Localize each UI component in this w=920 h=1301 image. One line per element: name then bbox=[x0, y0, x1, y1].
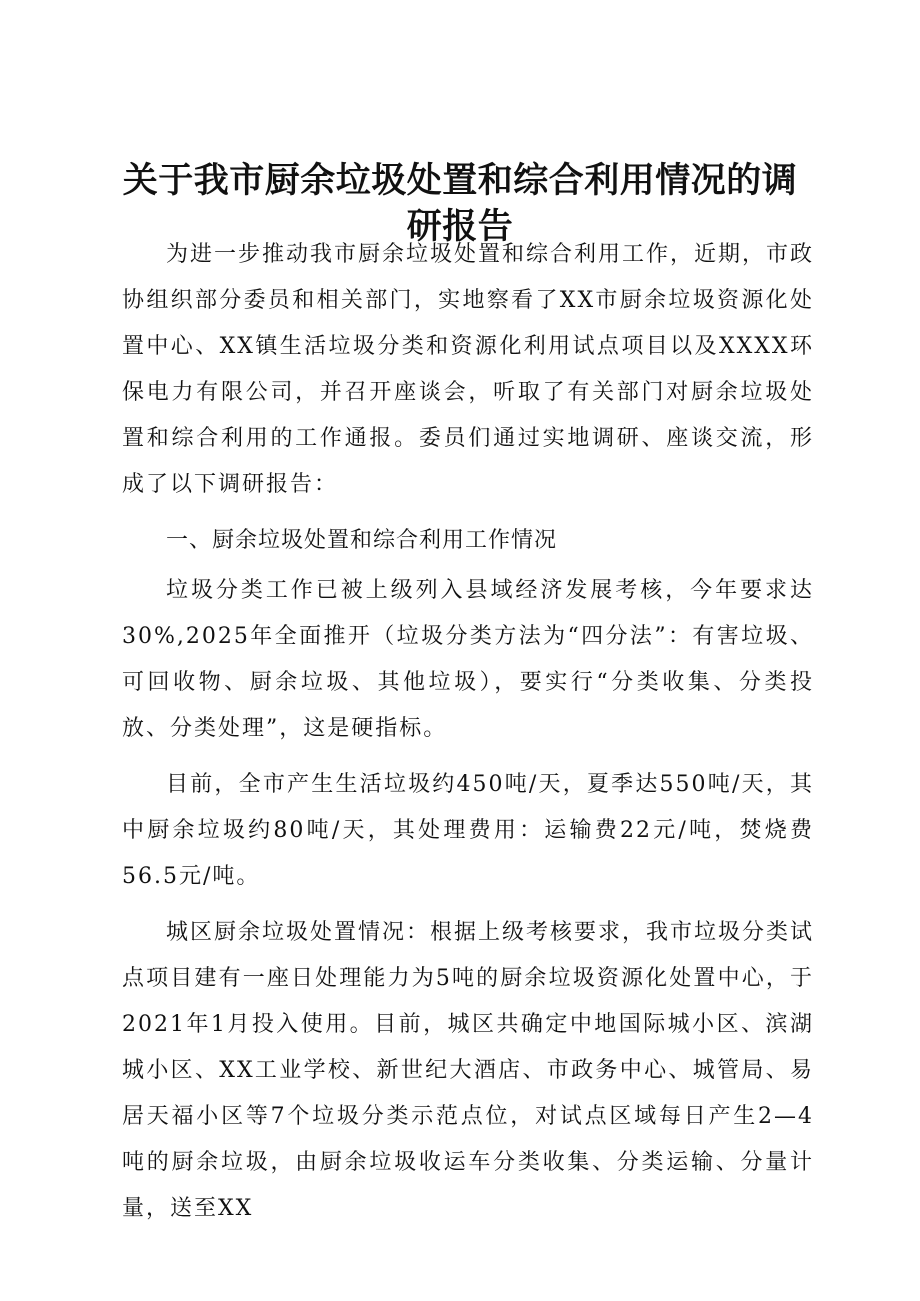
body-paragraph: 目前，全市产生生活垃圾约450吨/天，夏季达550吨/天，其中厨余垃圾约80吨/天，其处理费用：运输费22元/吨，焚烧费56.5元/吨。 bbox=[122, 772, 814, 889]
body-paragraph: 垃圾分类工作已被上级列入县域经济发展考核，今年要求达30%,2025年全面推开（垃圾分类方法为“四分法”：有害垃圾、可回收物、厨余垃圾、其他垃圾），要实行“分类收集、分类投放、分类处理”，这是硬指标。 bbox=[122, 578, 814, 741]
body-paragraph: 城区厨余垃圾处置情况：根据上级考核要求，我市垃圾分类试点项目建有一座日处理能力为5吨的厨余垃圾资源化处置中心，于2021年1月投入使用。目前，城区共确定中地国际城小区、滨湖城小区、XX工业学校、新世纪大酒店、市政务中心、城管局、易居天福小区等7个垃圾分类示范点位，对试点区域每日产生2—4吨的厨余垃圾，由厨余垃圾收运车分类收集、分类运输、分量计量，送至XX bbox=[122, 920, 815, 1221]
document-body bbox=[122, 232, 814, 1232]
document-title: 关于我市厨余垃圾处置和综合利用情况的调研报告 bbox=[122, 161, 798, 247]
intro-paragraph: 为进一步推动我市厨余垃圾处置和综合利用工作，近期，市政协组织部分委员和相关部门，实地察看了XX市厨余垃圾资源化处置中心、XX镇生活垃圾分类和资源化利用试点项目以及XXXX环保电力有限公司，并召开座谈会，听取了有关部门对厨余垃圾处置和综合利用的工作通报。委员们通过实地调研、座谈交流，形成了以下调研报告： bbox=[122, 242, 815, 497]
section-heading: 一、厨余垃圾处置和综合利用工作情况 bbox=[166, 528, 558, 553]
